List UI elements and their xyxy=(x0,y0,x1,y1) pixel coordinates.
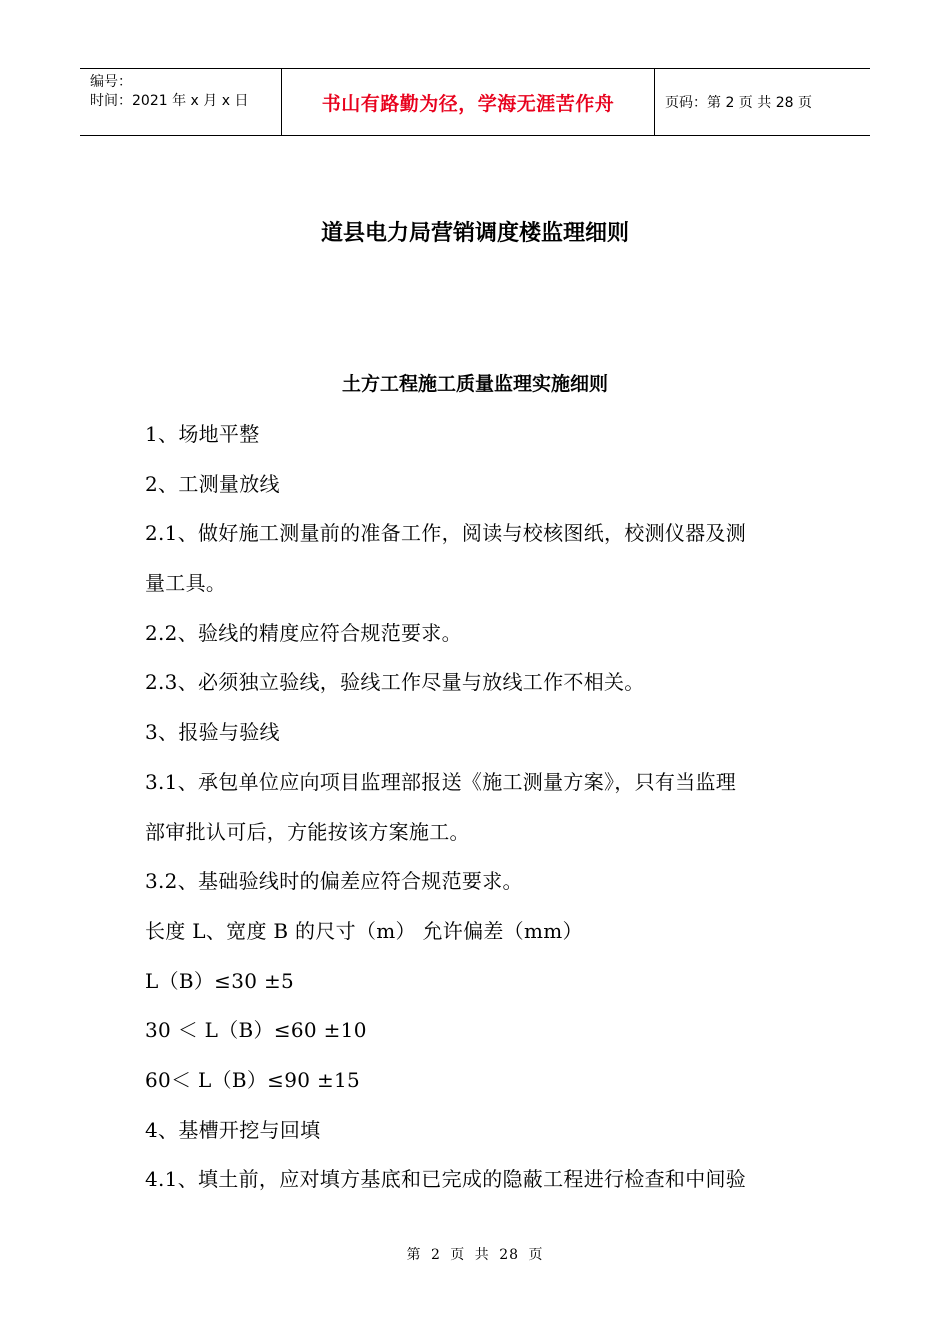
body-line: 60＜ L（B）≤90 ±15 xyxy=(145,1067,361,1092)
header-meta xyxy=(80,69,282,135)
body-line: 长度 L、宽度 B 的尺寸（m） 允许偏差（mm） xyxy=(145,918,583,943)
body-line: 2.3、必须独立验线，验线工作尽量与放线工作不相关。 xyxy=(145,670,645,695)
page-footer: 第 2 页 共 28 页 xyxy=(406,1247,544,1263)
number-label: 编号： xyxy=(90,74,132,90)
body-line: 2.1、做好施工测量前的准备工作，阅读与校核图纸，校测仪器及测 xyxy=(145,521,747,546)
section-title: 土方工程施工质量监理实施细则 xyxy=(341,373,608,395)
body-line: 量工具。 xyxy=(145,571,227,596)
time-label: 时间：2021 年 x 月 x 日 xyxy=(90,93,249,109)
page-header xyxy=(80,68,870,136)
body-line: L（B）≤30 ±5 xyxy=(145,968,295,993)
header-motto: 书山有路勤为径，学海无涯苦作舟 xyxy=(282,69,655,135)
body-line: 4.1、填土前，应对填方基底和已完成的隐蔽工程进行检查和中间验 xyxy=(145,1167,747,1192)
body-line: 4、基槽开挖与回填 xyxy=(145,1117,321,1142)
body-line: 2、工测量放线 xyxy=(145,471,280,496)
body-line: 30 ＜ L（B）≤60 ±10 xyxy=(145,1018,367,1043)
body-line: 2.2、验线的精度应符合规范要求。 xyxy=(145,620,462,645)
body-line: 1、场地平整 xyxy=(145,422,260,446)
header-page-info: 页码：第 2 页 共 28 页 xyxy=(665,95,812,111)
document-body xyxy=(145,410,815,1205)
document-title: 道县电力局营销调度楼监理细则 xyxy=(320,221,629,246)
body-line: 部审批认可后，方能按该方案施工。 xyxy=(145,819,470,844)
body-line: 3.1、承包单位应向项目监理部报送《施工测量方案》，只有当监理 xyxy=(145,769,737,794)
body-line: 3、报验与验线 xyxy=(145,720,280,745)
body-line: 3.2、基础验线时的偏差应符合规范要求。 xyxy=(145,869,523,894)
